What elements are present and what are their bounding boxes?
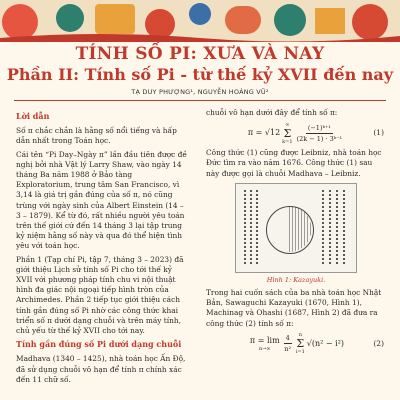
title-divider xyxy=(14,100,386,101)
decorative-banner xyxy=(0,0,400,42)
sigma-icon: Σ xyxy=(283,126,292,140)
formula-2 xyxy=(206,333,386,355)
right-column xyxy=(206,108,386,359)
intro-paragraph-2: Cái tên “Pi Day–Ngày π” lần đầu tiên được đề nghị bởi nhà Vật lý Larry Shaw, vào ngày 14 tháng Ba năm 1988 ở Bảo tàng Exploratorium, trung tâm San Francisco, vì 3,14 là giá trị gần đúng của số π, nó cũng trùng với ngày sinh của Albert Einstein (14 – 3 – 1879). Kể từ đó, rất nhiều người yêu toán trên thế giới cứ đến 14 tháng 3 lại tập trung kỷ niệm hằng số này và qua đó thể hiện tình yêu với toán học. xyxy=(16,149,187,251)
figure-1-image xyxy=(235,183,357,273)
formula-1-note: Công thức (1) cũng được Leibniz, nhà toán học Đức tìm ra vào năm 1676. Công thức (1) sau này được gọi là chuỗi Madhava – Leibniz. xyxy=(206,148,382,178)
formula-1-sum: ∞ Σ k=1 xyxy=(282,121,293,145)
figure-1-caption: Hình 1: Kazayuki. xyxy=(266,275,326,284)
article-authors: TẠ DUY PHƯỢNG¹, NGUYỄN HOÀNG VŨ² xyxy=(131,88,269,96)
formula-1 xyxy=(206,122,386,144)
left-column xyxy=(16,108,190,388)
formula-1-lhs: π = √12 xyxy=(247,128,281,138)
article-title: TÍNH SỐ PI: XƯA VÀ NAY xyxy=(75,44,325,64)
sigma-icon: Σ xyxy=(296,337,305,351)
section-heading-series: Tính gần đúng số Pi dưới dạng chuỗi xyxy=(16,339,182,350)
intro-paragraph-1: Số π chắc chắn là hằng số nổi tiếng và hấp dẫn nhất trong Toán học. xyxy=(16,126,177,146)
formula-2-limit: π = lim n→∞ xyxy=(249,335,280,352)
formula-2-fraction: $\frac{4}{\text{n²}}$ xyxy=(284,334,292,354)
section-heading-intro: Lời dẫn xyxy=(16,111,50,121)
formula-2-rhs: √(n² − i²) xyxy=(306,338,345,348)
formula-intro-text: chuỗi vô hạn dưới đây để tính số π: xyxy=(206,108,338,117)
japanese-paragraph: Trong hai cuốn sách của ba nhà toán học Nhật Bản, Sawaguchi Kazayuki (1670, Hình 1), Machinag và Ohashi (1687, Hình 2) đã đưa ra công thức (2) tính số π: xyxy=(206,288,382,328)
intro-paragraph-3: Phần 1 (Tạp chí Pi, tập 7, tháng 3 – 2023) đã giới thiệu Lịch sử tính số Pi cho tới thế kỷ XVII với phương pháp tính chu vi nội thuật hình đa giác nội ngoại tiếp hình tròn của Archimedes. Phần 2 tiếp tục giới thiệu cách tính gần đúng số Pi nhờ các công thức khai triển số π dưới dạng chuỗi và trên máy tính, chủ yếu từ thế kỷ XVII cho tới nay. xyxy=(16,254,184,336)
formula-1-tag: (1) xyxy=(373,128,384,138)
article-subtitle: Phần II: Tính số Pi - từ thế kỷ XVII đến nay xyxy=(6,65,394,84)
banner-illustration xyxy=(0,0,400,42)
formula-1-fraction: $\frac{\text{(−1)ᵏ⁺¹}}{\text{(2k − 1) · 3ᵏ⁻¹}}$ xyxy=(296,123,343,143)
series-paragraph-1: Madhava (1340 – 1425), nhà toán học Ấn Độ, đã sử dụng chuỗi vô hạn để tính π chính xác đến 11 chữ số. xyxy=(16,354,186,384)
formula-2-sum: n Σ i=1 xyxy=(295,332,305,356)
formula-2-tag: (2) xyxy=(373,338,384,348)
